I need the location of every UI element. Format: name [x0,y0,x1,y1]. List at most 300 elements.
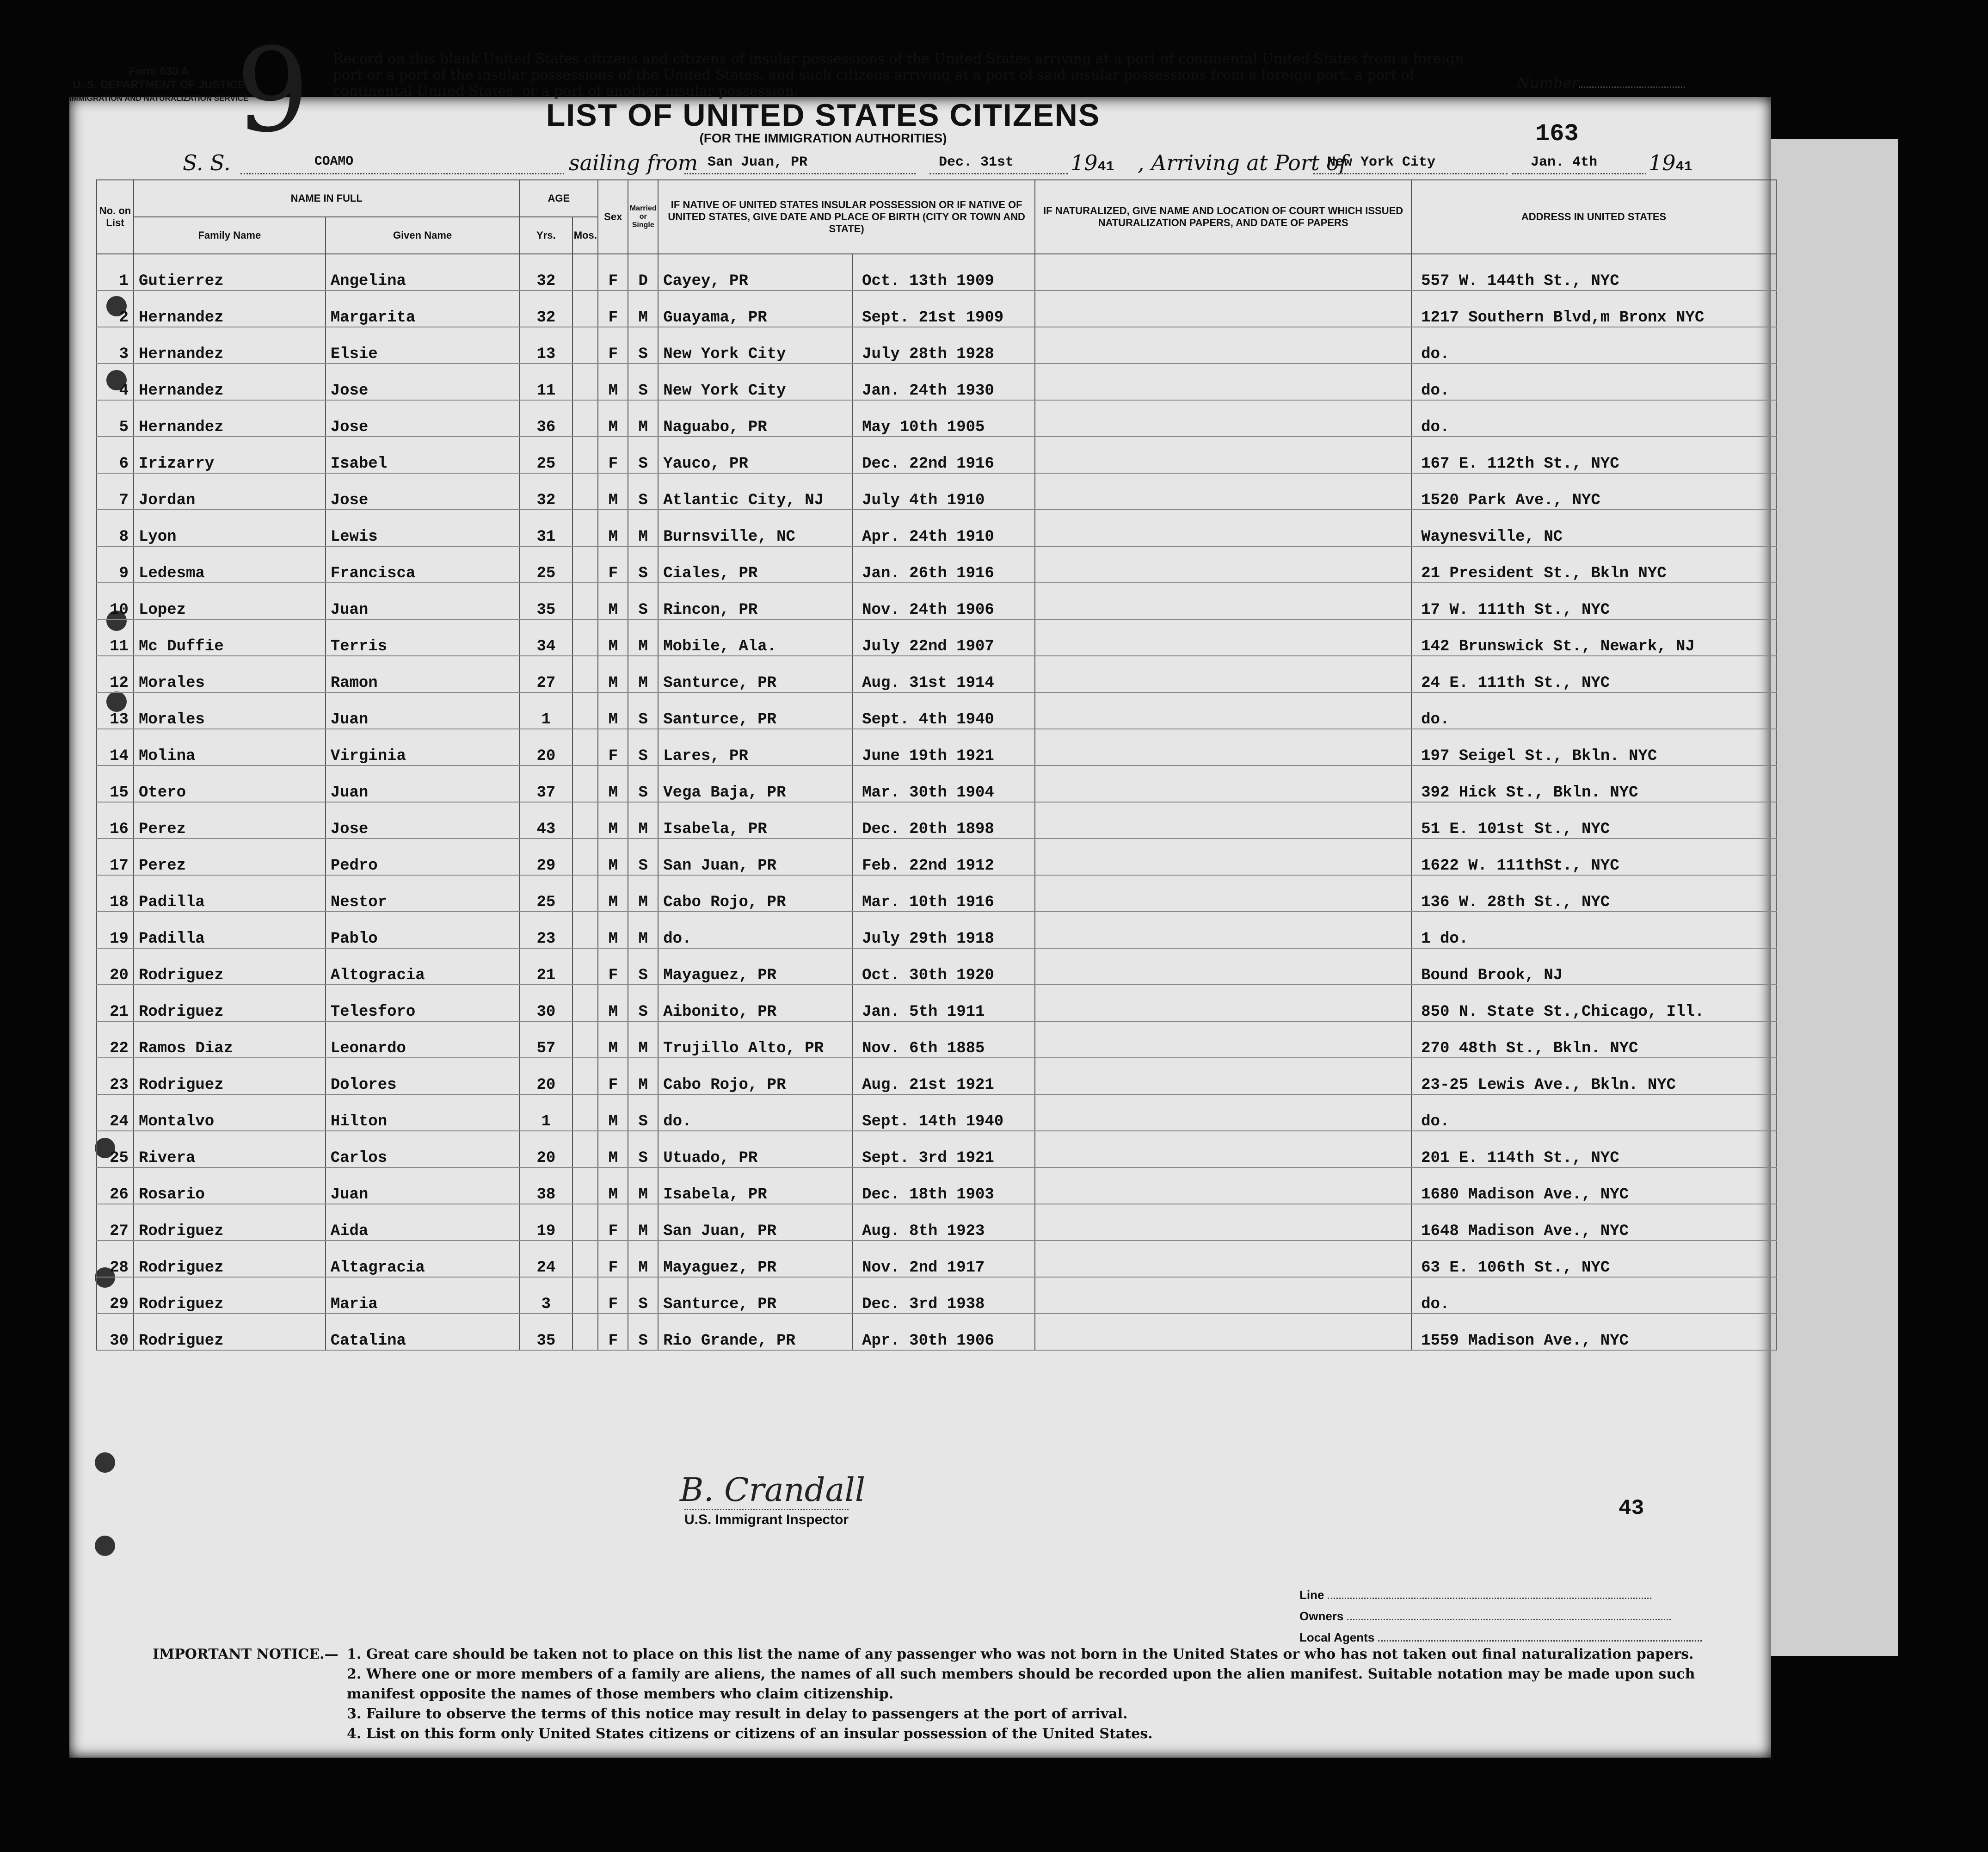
table-row [97,802,1776,839]
marital-status: S [628,546,658,583]
address: 197 Seigel St., Bkln. NYC [1411,729,1776,765]
age-years: 35 [519,1314,572,1350]
age-months [572,1167,598,1204]
age-months [572,985,598,1021]
form-preamble: Record on this blank United States citizens and citizens of insular possessions of the United States arriving at a port of continental United States from a foreign port or a port of the insular possessions of the United States, and such citizens arriving at a port of said insular possessions from a foreign port, a port of continental United States, or a port of another insular possession. [333,51,1464,99]
given-name: Juan [326,1167,520,1204]
line-label: Line [1299,1588,1324,1602]
marital-status: M [628,1241,658,1277]
line-field [1299,1584,1702,1605]
notice-1: 1. Great care should be taken not to place on this list the name of any passenger who was not born in the United States or who has not taken out final naturalization papers. [347,1646,1694,1662]
departure-year-value: 41 [1097,159,1114,175]
age-months [572,839,598,875]
sex: M [598,1167,628,1204]
family-name: Molina [134,729,326,765]
naturalization [1035,583,1411,619]
row-number: 30 [97,1314,134,1350]
family-name: Rodriguez [134,1058,326,1094]
row-number: 21 [97,985,134,1021]
row-number: 24 [97,1094,134,1131]
address: do. [1411,1277,1776,1314]
col-mos: Mos. [572,217,598,254]
naturalization [1035,802,1411,839]
table-row [97,254,1776,290]
row-number: 22 [97,1021,134,1058]
table-row [97,290,1776,327]
age-years: 29 [519,839,572,875]
birth-place: Lares, PR [658,729,852,765]
family-name: Lopez [134,583,326,619]
birth-date: Sept. 4th 1940 [852,692,1035,729]
table-row [97,948,1776,985]
row-number: 7 [97,473,134,510]
col-birth: IF NATIVE OF UNITED STATES INSULAR POSSESSION OR IF NATIVE OF UNITED STATES, GIVE DATE AND PLACE OF BIRTH (CITY OR TOWN AND STATE) [658,180,1035,254]
inspector-title: U.S. Immigrant Inspector [684,1509,849,1528]
sex: M [598,583,628,619]
birth-place: San Juan, PR [658,1204,852,1241]
sex: F [598,327,628,364]
departure-port-line [684,154,916,174]
row-number: 14 [97,729,134,765]
birth-place: Aibonito, PR [658,985,852,1021]
family-name: Hernandez [134,364,326,400]
table-row [97,583,1776,619]
table-row [97,1314,1776,1350]
birth-place: Atlantic City, NJ [658,473,852,510]
sex: M [598,875,628,912]
sex: M [598,364,628,400]
age-months [572,1131,598,1167]
notice-3: 3. Failure to observe the terms of this notice may result in delay to passengers at the port of arrival. [347,1706,1128,1722]
birth-date: Sept. 3rd 1921 [852,1131,1035,1167]
form-identifier [69,65,248,105]
age-months [572,1021,598,1058]
marital-status: M [628,656,658,692]
naturalization [1035,1167,1411,1204]
naturalization [1035,912,1411,948]
table-row [97,1094,1776,1131]
birth-place: Santurce, PR [658,1277,852,1314]
birth-place: Mayaguez, PR [658,948,852,985]
table-row [97,473,1776,510]
notice-4: 4. List on this form only United States citizens or citizens of an insular possession of the United States. [347,1726,1153,1742]
sex: M [598,802,628,839]
birth-date: July 22nd 1907 [852,619,1035,656]
ship-line [240,154,564,174]
sex: M [598,985,628,1021]
ss-label: S. S. [183,150,231,175]
marital-status: S [628,473,658,510]
age-years: 1 [519,1094,572,1131]
age-months [572,1058,598,1094]
address: Waynesville, NC [1411,510,1776,546]
marital-status: M [628,875,658,912]
arrival-port-line [1313,154,1508,174]
given-name: Pedro [326,839,520,875]
marital-status: S [628,948,658,985]
birth-date: Jan. 26th 1916 [852,546,1035,583]
sex: M [598,765,628,802]
age-years: 32 [519,290,572,327]
total-count: 43 [1619,1496,1644,1520]
birth-date: Aug. 21st 1921 [852,1058,1035,1094]
age-months [572,473,598,510]
birth-date: Dec. 3rd 1938 [852,1277,1035,1314]
table-row [97,729,1776,765]
number-label [1517,74,1685,92]
family-name: Morales [134,692,326,729]
birth-place: San Juan, PR [658,839,852,875]
birth-place: Isabela, PR [658,802,852,839]
age-years: 38 [519,1167,572,1204]
birth-date: July 29th 1918 [852,912,1035,948]
age-months [572,1204,598,1241]
birth-place: Mayaguez, PR [658,1241,852,1277]
given-name: Terris [326,619,520,656]
birth-place: Cayey, PR [658,254,852,290]
family-name: Rivera [134,1131,326,1167]
family-name: Ledesma [134,546,326,583]
row-number: 2 [97,290,134,327]
given-name: Jose [326,364,520,400]
birth-place: Mobile, Ala. [658,619,852,656]
departure-year-prefix: 19 [1071,150,1098,175]
birth-date: July 28th 1928 [852,327,1035,364]
table-row [97,875,1776,912]
naturalization [1035,619,1411,656]
sex: F [598,948,628,985]
row-number: 10 [97,583,134,619]
address: 1217 Southern Blvd,m Bronx NYC [1411,290,1776,327]
row-number: 18 [97,875,134,912]
col-naturalized: IF NATURALIZED, GIVE NAME AND LOCATION OF COURT WHICH ISSUED NATURALIZATION PAPERS, AND DATE OF PAPERS [1035,180,1411,254]
marital-status: S [628,765,658,802]
naturalization [1035,510,1411,546]
age-years: 43 [519,802,572,839]
birth-date: Apr. 24th 1910 [852,510,1035,546]
age-months [572,400,598,437]
address: do. [1411,1094,1776,1131]
age-years: 20 [519,1058,572,1094]
table-row [97,1021,1776,1058]
address: do. [1411,364,1776,400]
age-years: 24 [519,1241,572,1277]
family-name: Irizarry [134,437,326,473]
sex: F [598,1204,628,1241]
family-name: Hernandez [134,400,326,437]
naturalization [1035,1314,1411,1350]
age-months [572,254,598,290]
passenger-rows [97,254,1776,1350]
birth-date: Dec. 22nd 1916 [852,437,1035,473]
naturalization [1035,290,1411,327]
age-years: 36 [519,400,572,437]
birth-place: Naguabo, PR [658,400,852,437]
sex: M [598,839,628,875]
age-months [572,437,598,473]
address: 63 E. 106th St., NYC [1411,1241,1776,1277]
birth-date: Apr. 30th 1906 [852,1314,1035,1350]
birth-date: Aug. 31st 1914 [852,656,1035,692]
marital-status: M [628,290,658,327]
age-months [572,765,598,802]
given-name: Jose [326,473,520,510]
address: 557 W. 144th St., NYC [1411,254,1776,290]
marital-status: M [628,912,658,948]
col-sex: Sex [598,180,628,254]
naturalization [1035,656,1411,692]
age-months [572,1314,598,1350]
form-number: Form 630 A [129,65,189,78]
sex: M [598,510,628,546]
age-years: 35 [519,583,572,619]
age-months [572,912,598,948]
row-number: 4 [97,364,134,400]
age-years: 25 [519,875,572,912]
birth-date: Feb. 22nd 1912 [852,839,1035,875]
naturalization [1035,985,1411,1021]
given-name: Maria [326,1277,520,1314]
sex: F [598,729,628,765]
row-number: 26 [97,1167,134,1204]
age-years: 23 [519,912,572,948]
address: 136 W. 28th St., NYC [1411,875,1776,912]
naturalization [1035,1241,1411,1277]
given-name: Carlos [326,1131,520,1167]
birth-date: Mar. 30th 1904 [852,765,1035,802]
naturalization [1035,1204,1411,1241]
naturalization [1035,1131,1411,1167]
birth-date: May 10th 1905 [852,400,1035,437]
given-name: Virginia [326,729,520,765]
row-number: 17 [97,839,134,875]
address: 1680 Madison Ave., NYC [1411,1167,1776,1204]
address: 201 E. 114th St., NYC [1411,1131,1776,1167]
sex: F [598,254,628,290]
arrival-date-line [1512,154,1646,174]
marital-status: S [628,327,658,364]
address: 1648 Madison Ave., NYC [1411,1204,1776,1241]
family-name: Rodriguez [134,1241,326,1277]
age-years: 25 [519,437,572,473]
family-name: Ramos Diaz [134,1021,326,1058]
arrival-year-prefix: 19 [1649,150,1676,175]
age-months [572,692,598,729]
birth-date: Sept. 14th 1940 [852,1094,1035,1131]
age-months [572,583,598,619]
arrival-year [1649,150,1693,175]
age-months [572,327,598,364]
departure-date-line [929,154,1068,174]
age-years: 32 [519,473,572,510]
address: do. [1411,327,1776,364]
naturalization [1035,692,1411,729]
family-name: Perez [134,839,326,875]
marital-status: S [628,1131,658,1167]
given-name: Nestor [326,875,520,912]
birth-place: do. [658,912,852,948]
age-months [572,729,598,765]
age-years: 31 [519,510,572,546]
given-name: Lewis [326,510,520,546]
row-number: 28 [97,1241,134,1277]
family-name: Perez [134,802,326,839]
birth-place: Rincon, PR [658,583,852,619]
number-label-text: Number [1517,74,1579,92]
address: 1520 Park Ave., NYC [1411,473,1776,510]
age-years: 27 [519,656,572,692]
address: 850 N. State St.,Chicago, Ill. [1411,985,1776,1021]
family-name: Morales [134,656,326,692]
naturalization [1035,1058,1411,1094]
table-row [97,839,1776,875]
age-months [572,619,598,656]
arrival-date: Jan. 4th [1531,154,1598,170]
binder-hole [95,1452,115,1473]
given-name: Altagracia [326,1241,520,1277]
table-row [97,985,1776,1021]
marital-status: S [628,1094,658,1131]
birth-place: Cabo Rojo, PR [658,1058,852,1094]
marital-status: S [628,839,658,875]
table-row [97,1131,1776,1167]
notice-2: 2. Where one or more members of a family are aliens, the names of all such members should be recorded upon the alien manifest. Suitable notation may be made upon such manifest opposite the names of those members who claim citizenship. [347,1666,1695,1702]
birth-place: New York City [658,364,852,400]
service-name: IMMIGRATION AND NATURALIZATION SERVICE [69,94,249,103]
given-name: Aida [326,1204,520,1241]
sex: M [598,619,628,656]
col-family-name: Family Name [134,217,326,254]
sex: M [598,1094,628,1131]
address: Bound Brook, NJ [1411,948,1776,985]
age-months [572,1277,598,1314]
given-name: Leonardo [326,1021,520,1058]
birth-date: Nov. 6th 1885 [852,1021,1035,1058]
given-name: Juan [326,765,520,802]
birth-place: Utuado, PR [658,1131,852,1167]
agents-block [1299,1584,1702,1648]
given-name: Elsie [326,327,520,364]
marital-status: S [628,437,658,473]
important-notice [153,1644,1716,1744]
table-row [97,364,1776,400]
birth-date: Dec. 20th 1898 [852,802,1035,839]
marital-status: M [628,1167,658,1204]
age-years: 19 [519,1204,572,1241]
family-name: Hernandez [134,327,326,364]
family-name: Gutierrez [134,254,326,290]
col-yrs: Yrs. [519,217,572,254]
arrival-year-value: 41 [1675,159,1693,175]
marital-status: S [628,583,658,619]
family-name: Rodriguez [134,1204,326,1241]
address: 51 E. 101st St., NYC [1411,802,1776,839]
birth-place: Vega Baja, PR [658,765,852,802]
naturalization [1035,875,1411,912]
address: 1559 Madison Ave., NYC [1411,1314,1776,1350]
naturalization [1035,364,1411,400]
family-name: Padilla [134,875,326,912]
age-years: 32 [519,254,572,290]
sex: F [598,546,628,583]
age-years: 30 [519,985,572,1021]
naturalization [1035,254,1411,290]
naturalization [1035,437,1411,473]
given-name: Telesforo [326,985,520,1021]
ship-name: COAMO [314,154,354,169]
sex: M [598,692,628,729]
table-row [97,1204,1776,1241]
marital-status: S [628,692,658,729]
birth-date: Aug. 8th 1923 [852,1204,1035,1241]
naturalization [1035,546,1411,583]
family-name: Rosario [134,1167,326,1204]
marital-status: S [628,364,658,400]
row-number: 8 [97,510,134,546]
table-row [97,1277,1776,1314]
address: 21 President St., Bkln NYC [1411,546,1776,583]
family-name: Hernandez [134,290,326,327]
birth-place: New York City [658,327,852,364]
given-name: Francisca [326,546,520,583]
sex: F [598,290,628,327]
age-years: 37 [519,765,572,802]
address: do. [1411,400,1776,437]
family-name: Lyon [134,510,326,546]
age-months [572,1241,598,1277]
marital-status: M [628,1204,658,1241]
table-row [97,765,1776,802]
table-row [97,546,1776,583]
family-name: Otero [134,765,326,802]
table-row [97,1167,1776,1204]
row-number: 6 [97,437,134,473]
naturalization [1035,400,1411,437]
given-name: Hilton [326,1094,520,1131]
table-row [97,510,1776,546]
birth-place: Burnsville, NC [658,510,852,546]
row-number: 9 [97,546,134,583]
family-name: Rodriguez [134,1314,326,1350]
owners-field [1299,1605,1702,1627]
col-married: Married or Single [628,180,658,254]
birth-date: June 19th 1921 [852,729,1035,765]
naturalization [1035,1021,1411,1058]
age-months [572,290,598,327]
age-years: 57 [519,1021,572,1058]
birth-date: Oct. 30th 1920 [852,948,1035,985]
col-age: AGE [519,180,598,217]
sex: M [598,473,628,510]
sheet-number: 163 [1535,120,1579,148]
table-row [97,619,1776,656]
birth-date: Jan. 24th 1930 [852,364,1035,400]
age-years: 1 [519,692,572,729]
family-name: Padilla [134,912,326,948]
marital-status: D [628,254,658,290]
table-row [97,1241,1776,1277]
birth-place: Cabo Rojo, PR [658,875,852,912]
age-years: 3 [519,1277,572,1314]
naturalization [1035,327,1411,364]
departure-port: San Juan, PR [708,154,808,170]
arriving-label: , Arriving at Port of [1138,150,1347,175]
row-number: 3 [97,327,134,364]
birth-place: Isabela, PR [658,1167,852,1204]
given-name: Jose [326,802,520,839]
birth-date: Nov. 24th 1906 [852,583,1035,619]
birth-place: Trujillo Alto, PR [658,1021,852,1058]
